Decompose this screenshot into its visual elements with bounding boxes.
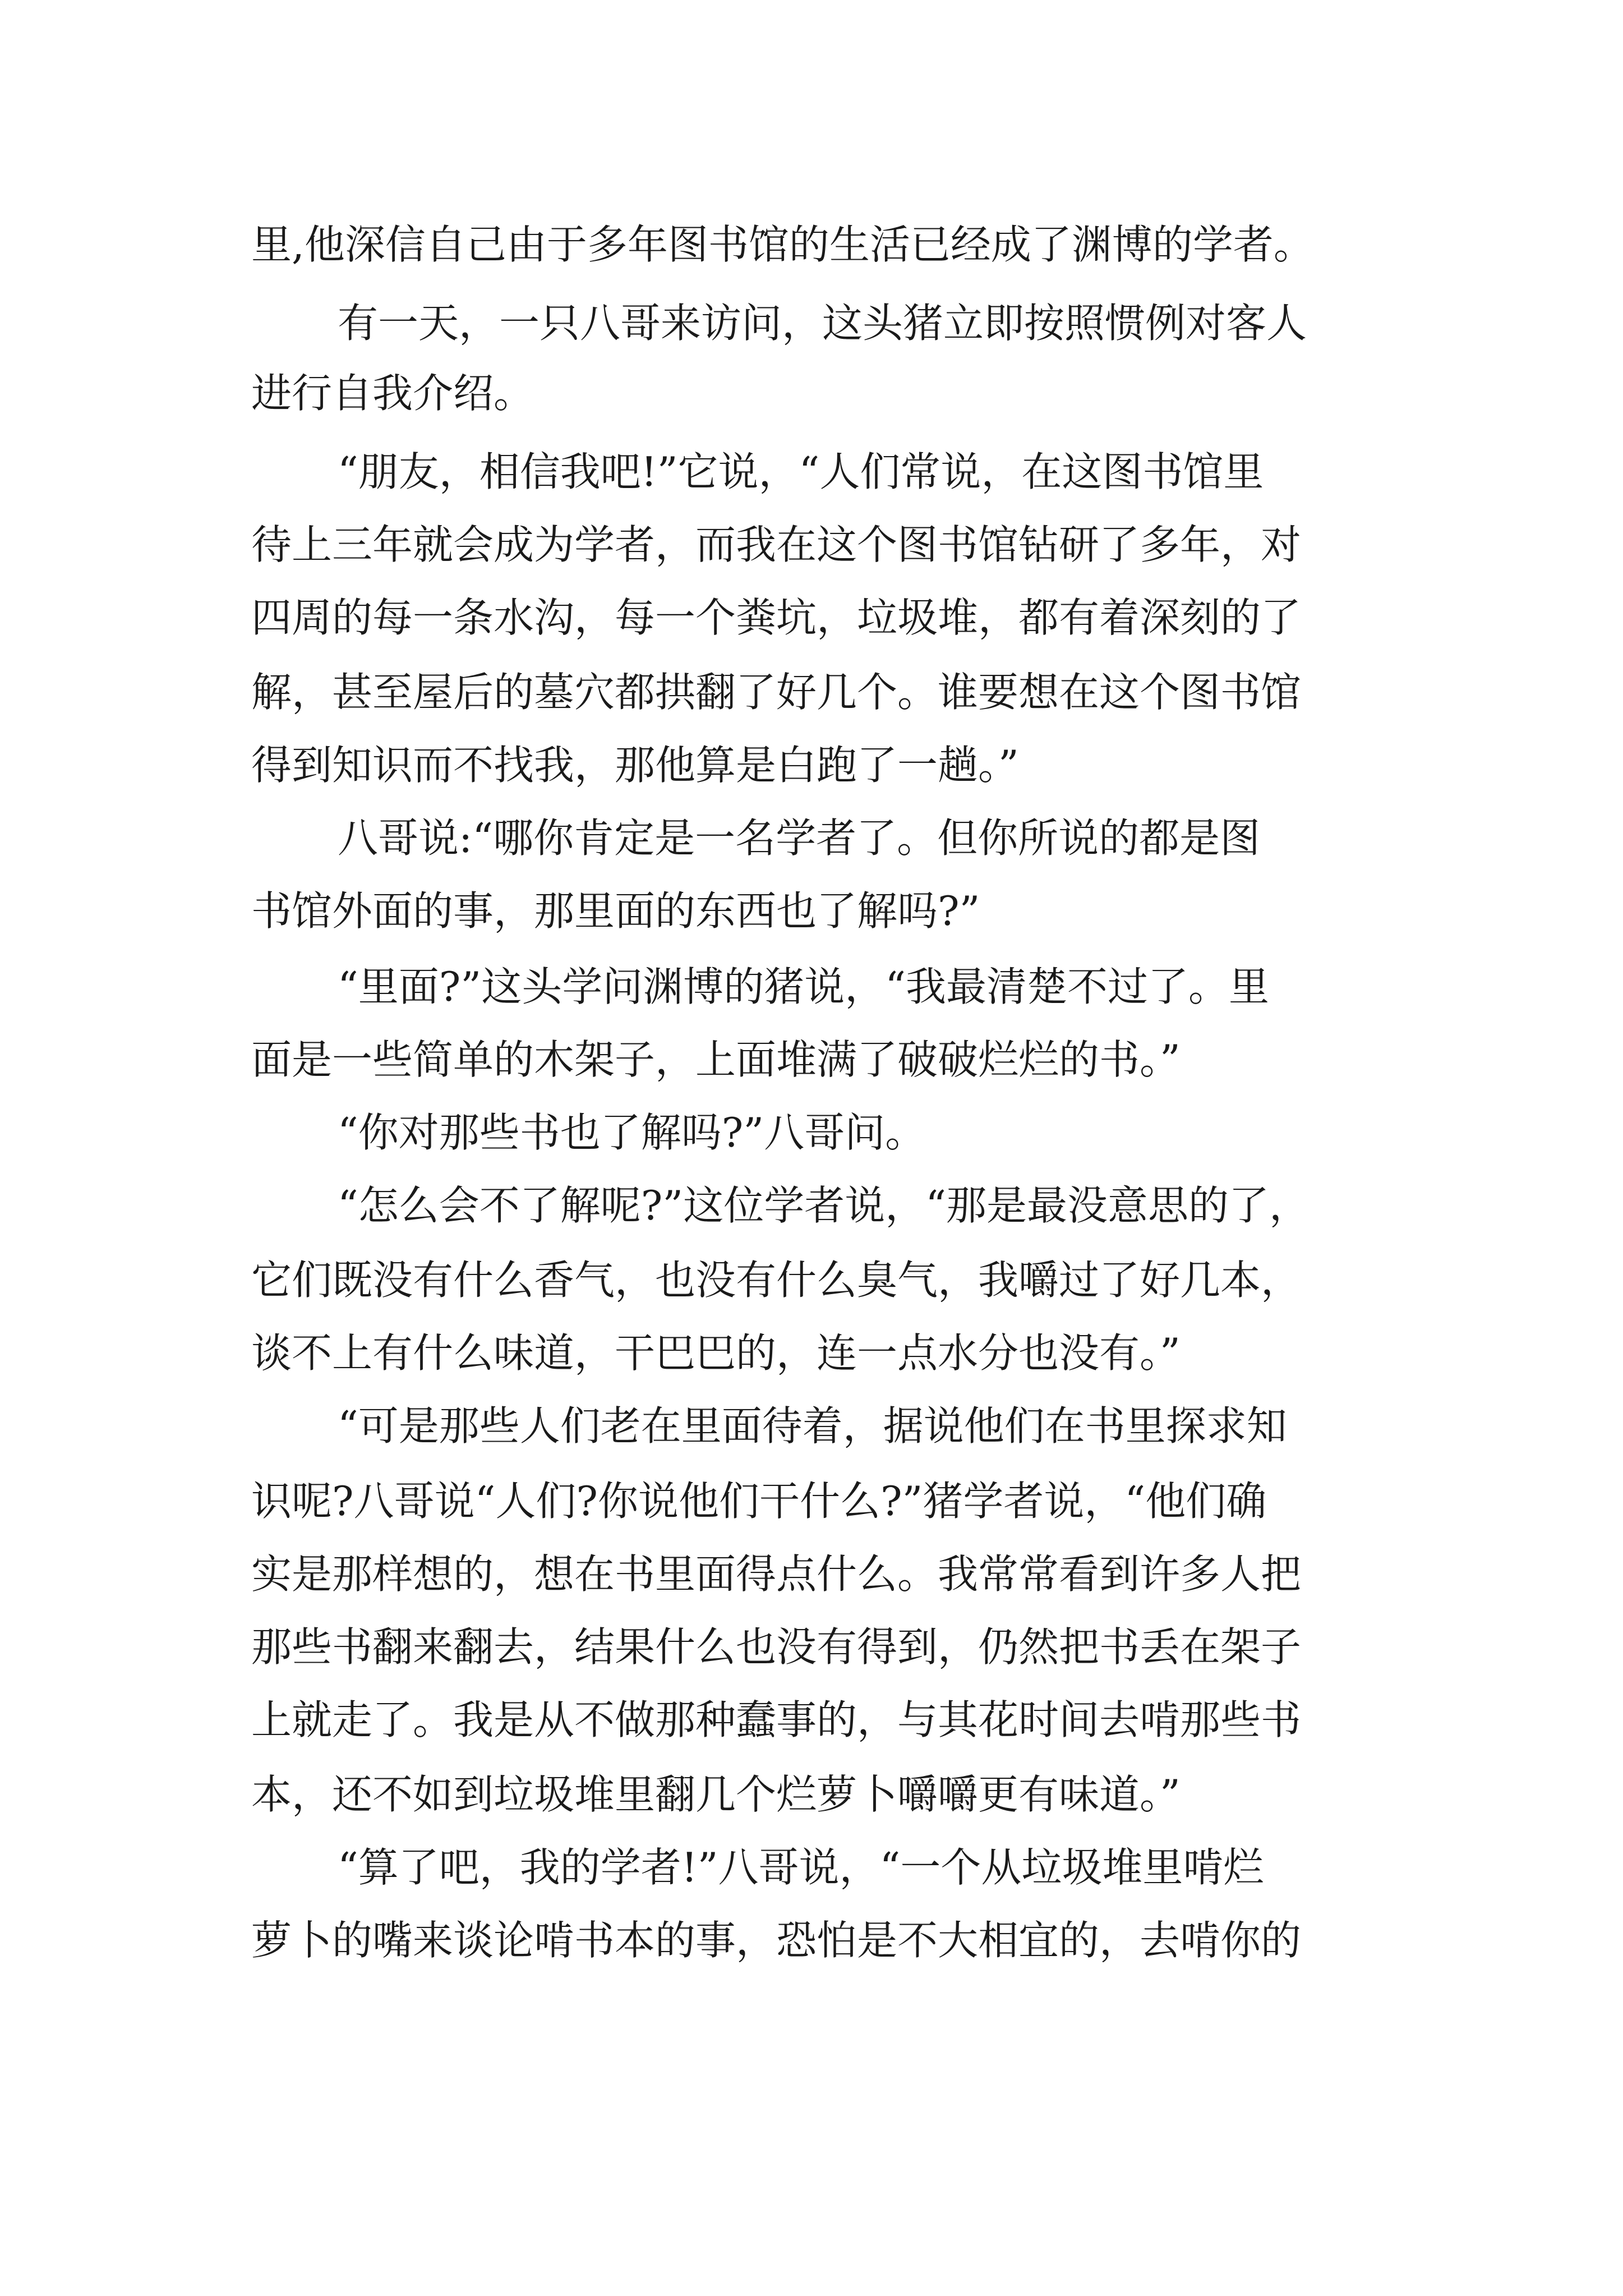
text-line: 它们既没有什么香气，也没有什么臭气，我嚼过了好几本， [251, 1257, 1302, 1304]
text-line: 识呢?八哥说“人们?你说他们干什么?”猪学者说，“他们确 [251, 1478, 1267, 1525]
text-line: “怎么会不了解呢?”这位学者说，“那是最没意思的了， [338, 1182, 1310, 1229]
text-line: 进行自我介绍。 [251, 370, 534, 417]
text-line: 四周的每一条水沟，每一个粪坑，垃圾堆，都有着深刻的了 [251, 594, 1302, 641]
text-line: 本，还不如到垃圾堆里翻几个烂萝卜嚼嚼更有味道。” [251, 1771, 1181, 1818]
text-line: 面是一些简单的木架子，上面堆满了破破烂烂的书。” [251, 1036, 1181, 1083]
text-line: “朋友，相信我吧!”它说，“人们常说，在这图书馆里 [338, 448, 1264, 495]
text-line: 有一天，一只八哥来访问，这头猪立即按照惯例对客人 [338, 300, 1307, 347]
text-line: 萝卜的嘴来谈论啃书本的事，恐怕是不大相宜的，去啃你的 [251, 1917, 1302, 1964]
text-line: 上就走了。我是从不做那种蠢事的，与其花时间去啃那些书 [251, 1696, 1302, 1743]
text-line: “算了吧，我的学者!”八哥说，“一个从垃圾堆里啃烂 [338, 1844, 1264, 1891]
text-line: 八哥说:“哪你肯定是一名学者了。但你所说的都是图 [338, 815, 1261, 862]
text-line: 谈不上有什么味道，干巴巴的，连一点水分也没有。” [251, 1329, 1181, 1377]
text-line: “里面?”这头学问渊博的猪说，“我最清楚不过了。里 [338, 963, 1270, 1010]
text-line: 待上三年就会成为学者，而我在这个图书馆钻研了多年，对 [251, 521, 1302, 568]
text-line: 实是那样想的，想在书里面得点什么。我常常看到许多人把 [251, 1550, 1302, 1598]
text-line: “你对那些书也了解吗?”八哥问。 [338, 1109, 926, 1156]
text-line: 那些书翻来翻去，结果什么也没有得到，仍然把书丢在架子 [251, 1623, 1302, 1671]
text-line: 解，甚至屋后的墓穴都拱翻了好几个。谁要想在这个图书馆 [251, 669, 1302, 716]
text-line: 得到知识而不找我，那他算是白跑了一趟。” [251, 742, 1019, 789]
text-line: 书馆外面的事，那里面的东西也了解吗?” [251, 887, 980, 935]
text-line: “可是那些人们老在里面待着，据说他们在书里探求知 [338, 1402, 1287, 1450]
text-line: 里,他深信自己由于多年图书馆的生活已经成了渊博的学者。 [251, 221, 1314, 268]
